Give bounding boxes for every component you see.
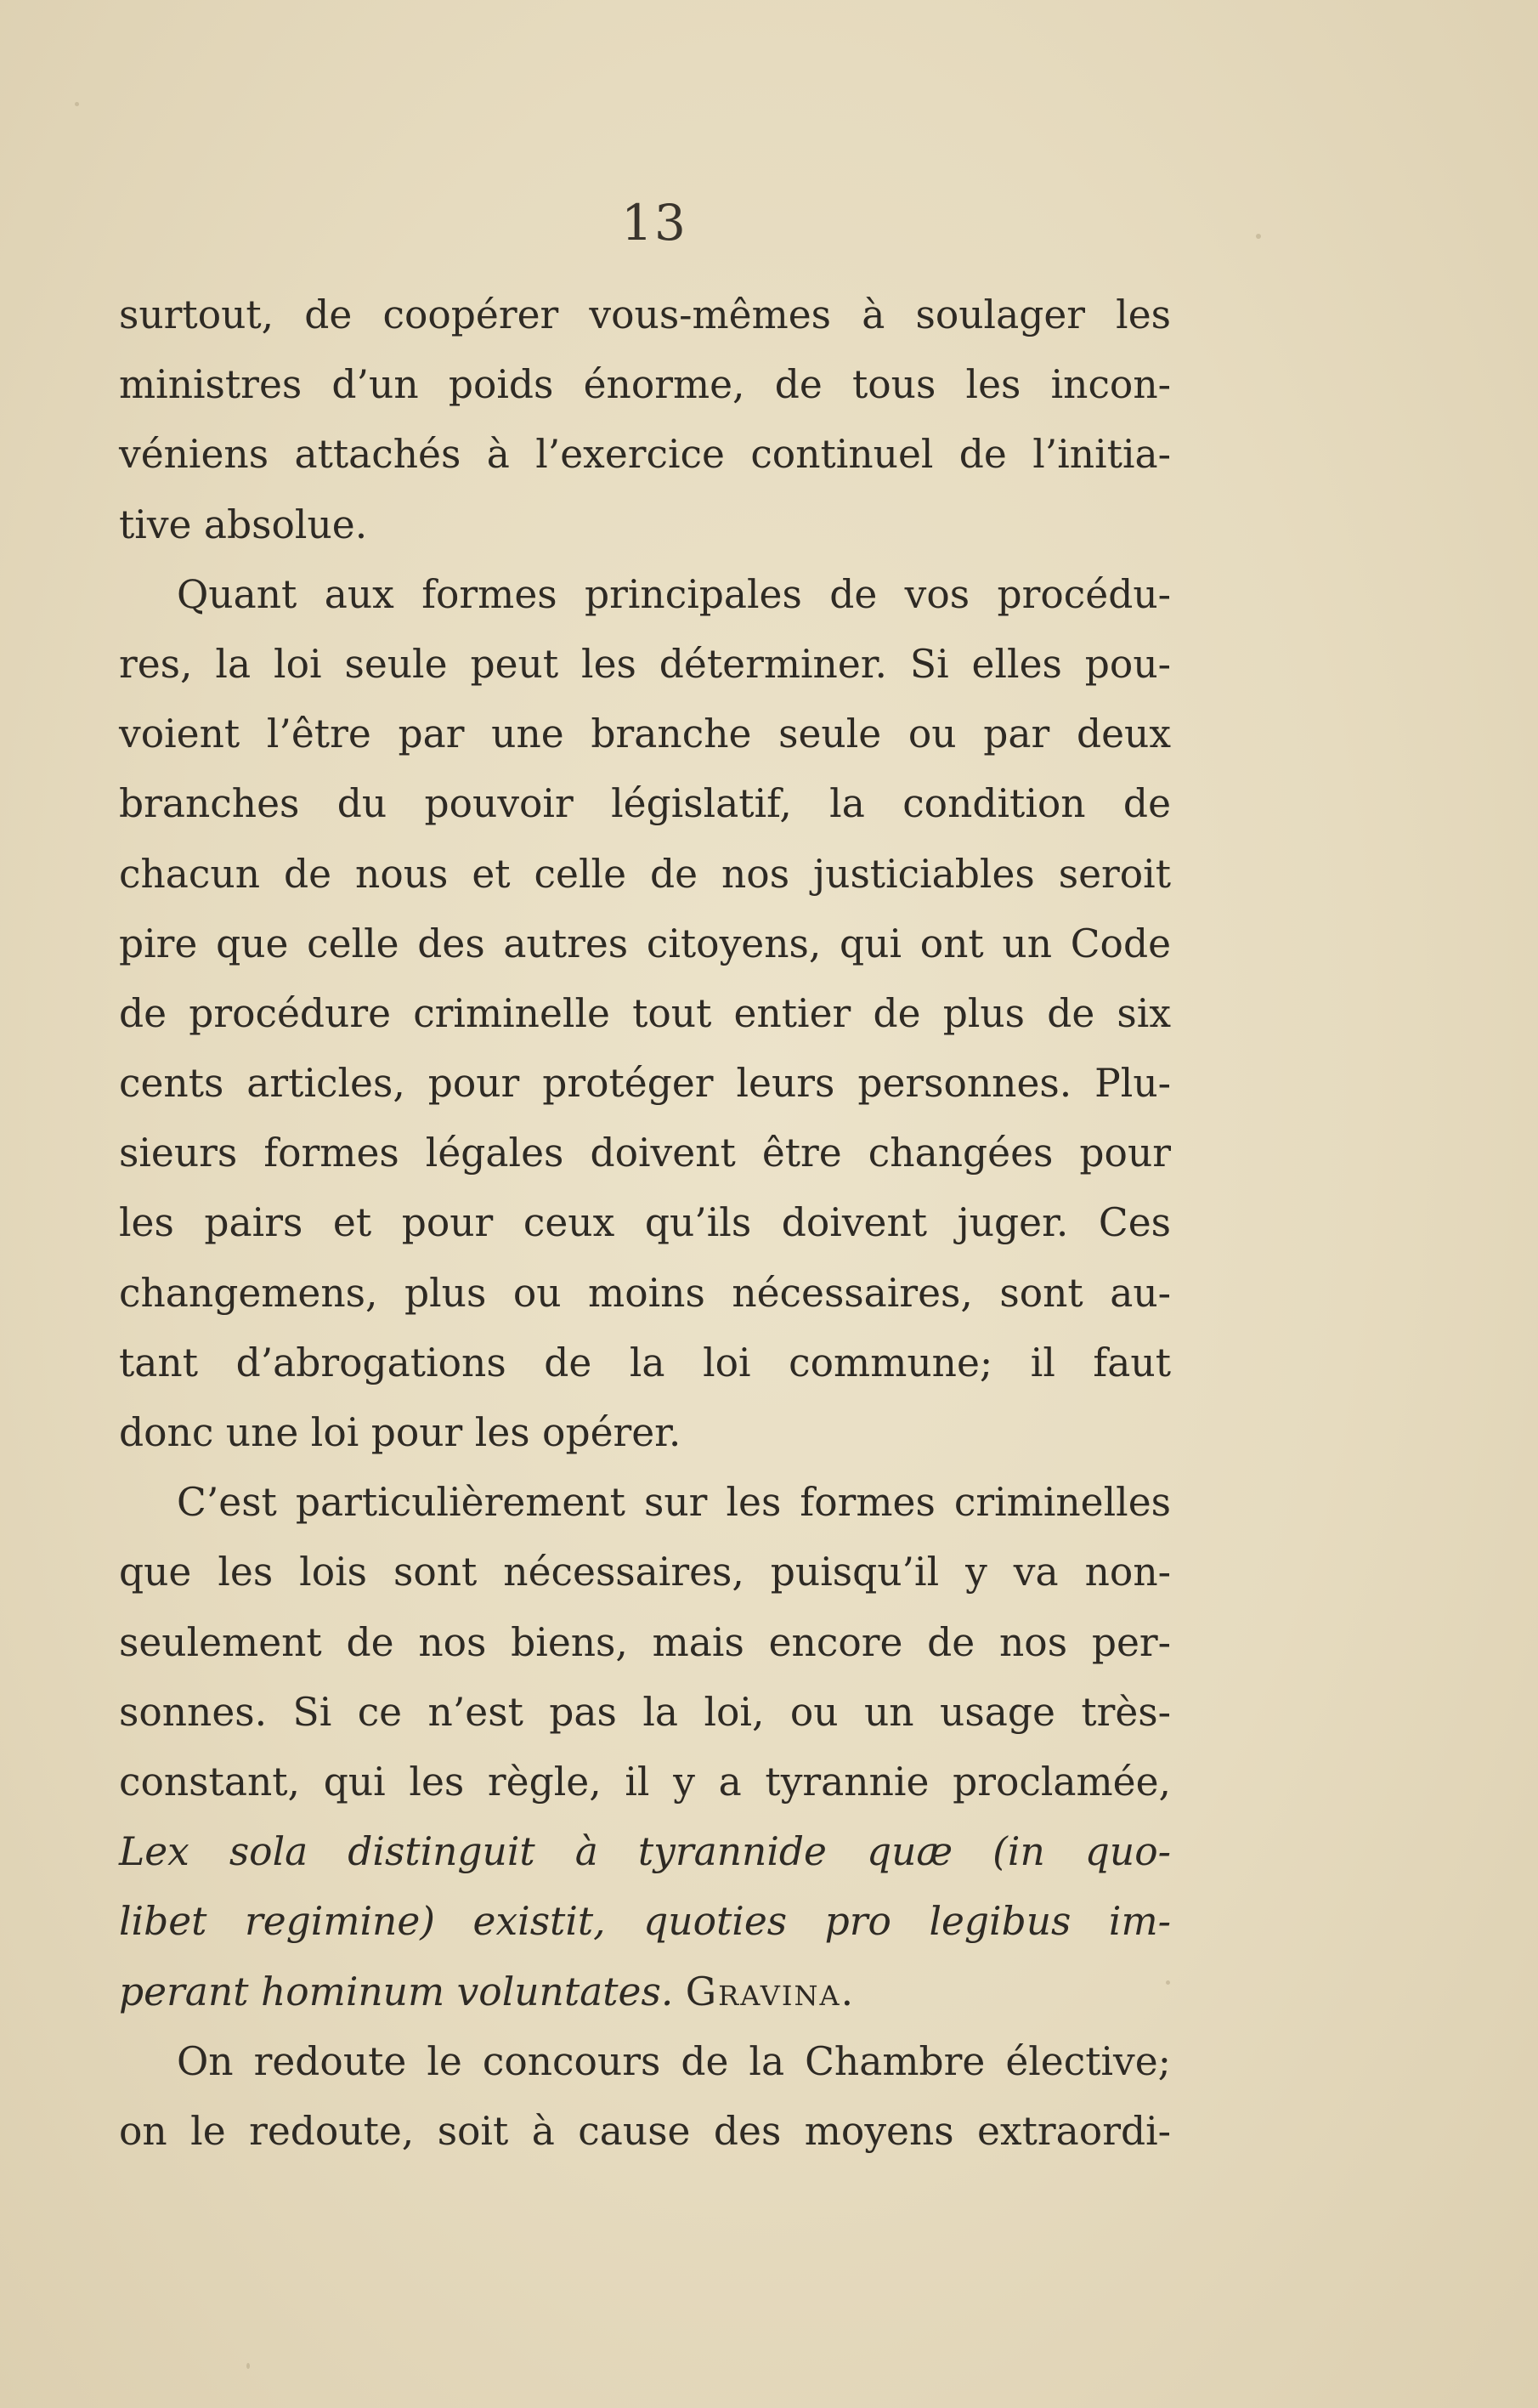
text-line: chacun de nous et celle de nos justiciables seroit [119, 851, 1171, 897]
latin-quote-text: perant hominum voluntates. [119, 1969, 674, 2014]
text-line: sieurs formes légales doivent être changées pour [119, 1130, 1171, 1176]
citation-author: Gravina. [685, 1969, 856, 2014]
text-line: les pairs et pour ceux qu’ils doivent juger. Ces [119, 1200, 1171, 1246]
text-line: branches du pouvoir législatif, la condition de [119, 781, 1171, 827]
text-line: sonnes. Si ce n’est pas la loi, ou un usage très- [119, 1689, 1171, 1735]
body-text [119, 280, 1171, 2167]
text-line: tant d’abrogations de la loi commune; il faut [119, 1340, 1171, 1385]
text-line: surtout, de coopérer vous-mêmes à soulager les [119, 292, 1171, 337]
text-line: On redoute le concours de la Chambre élective; [177, 2038, 1171, 2084]
text-line: de procédure criminelle tout entier de plus de six [119, 990, 1171, 1036]
latin-quote-line [119, 1817, 1171, 1887]
text-line: ministres d’un poids énorme, de tous les incon- [119, 362, 1171, 408]
text-line: pire que celle des autres citoyens, qui ont un Code [119, 921, 1171, 966]
latin-quote-line [119, 1958, 1171, 2027]
text-line: C’est particulièrement sur les formes criminelles [177, 1480, 1171, 1526]
text-line: on le redoute, soit à cause des moyens extraordi- [119, 2108, 1171, 2154]
text-line: res, la loi seule peut les déterminer. Si elles pou- [119, 641, 1171, 687]
text-line: voient l’être par une branche seule ou par deux [119, 711, 1171, 757]
text-line: donc une loi pour les opérer. [119, 1410, 681, 1455]
latin-quote-line [119, 1887, 1171, 1957]
text-line: cents articles, pour protéger leurs personnes. Plu- [119, 1061, 1171, 1107]
page-number: 13 [621, 194, 687, 252]
paper-speck [75, 102, 79, 106]
paper-speck [246, 2363, 250, 2369]
text-line: constant, qui les règle, il y a tyrannie proclamée, [119, 1759, 1171, 1805]
text-line: changemens, plus ou moins nécessaires, sont au- [119, 1270, 1171, 1316]
text-line: Quant aux formes principales de vos procédu- [177, 571, 1171, 617]
text-line: seulement de nos biens, mais encore de nos per- [119, 1619, 1171, 1665]
latin-quote-text: libet regimine) existit, quoties pro legibus im- [119, 1899, 1171, 1945]
latin-quote-text: Lex sola distinguit à tyrannide quæ (in quo- [119, 1829, 1171, 1875]
text-line: que les lois sont nécessaires, puisqu’il y va non- [119, 1550, 1171, 1595]
text-line: véniens attachés à l’exercice continuel de l’initia- [119, 432, 1171, 478]
text-line: tive absolue. [119, 501, 368, 547]
